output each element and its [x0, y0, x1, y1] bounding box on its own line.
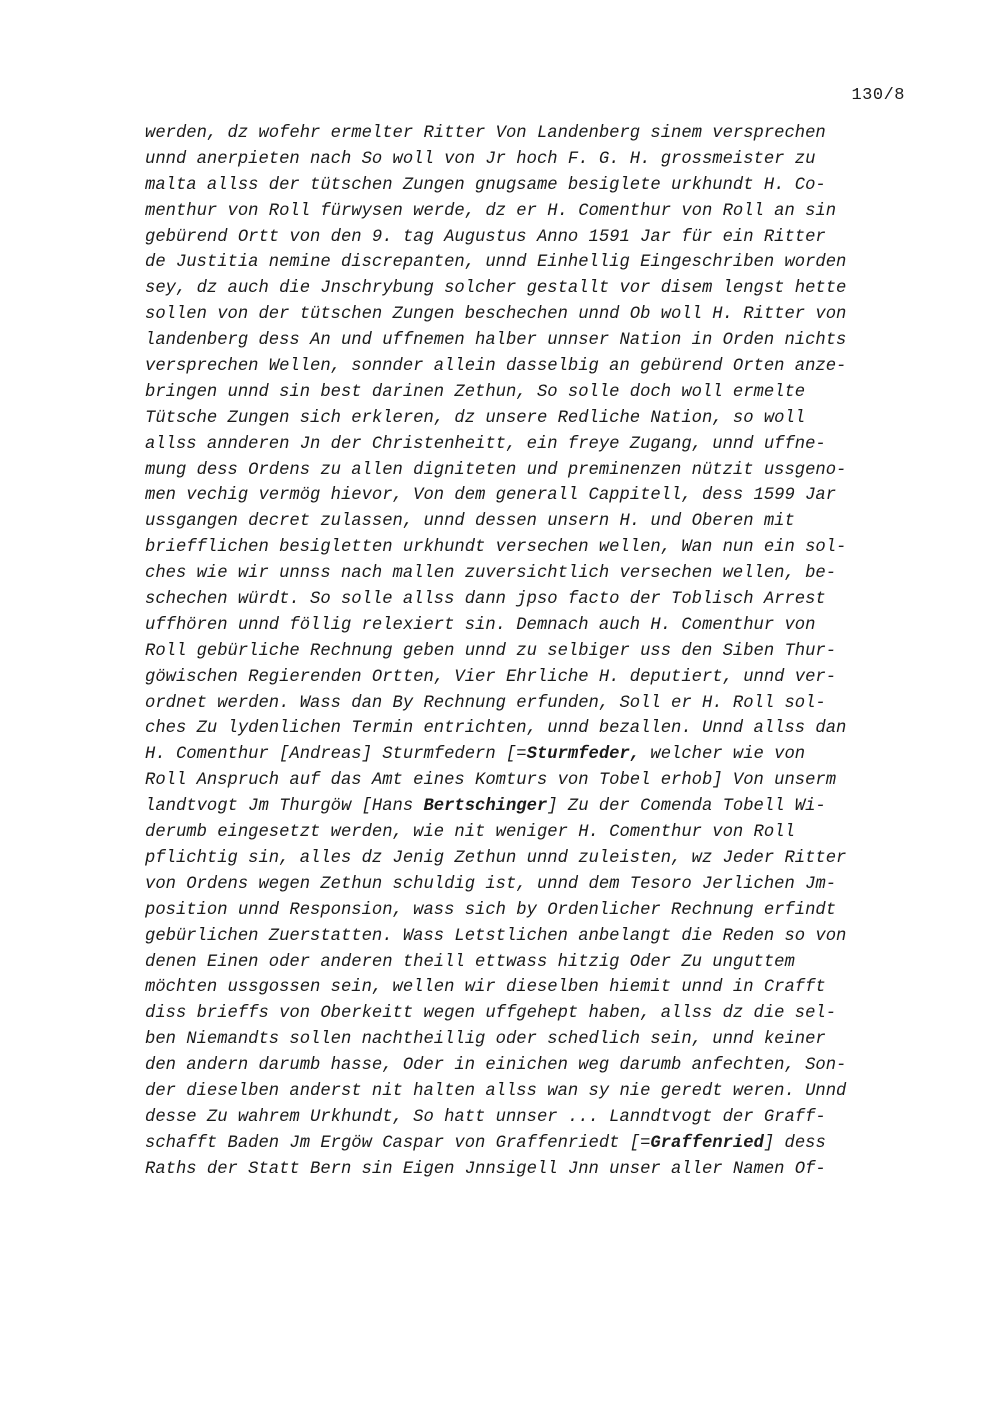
text-line: schechen würdt. So solle allss dann jpso facto der Toblisch Arrest — [145, 590, 826, 610]
text-line: uffhören unnd föllig relexiert sin. Demnach auch H. Comenthur von — [145, 615, 816, 635]
text-line: bringen unnd sin best darinen Zethun, So solle doch woll ermelte — [145, 382, 806, 402]
text-segment: welcher wie von — [640, 745, 806, 765]
text-line: Roll gebürliche Rechnung geben unnd zu selbiger uss den Siben Thur- — [145, 641, 837, 661]
bold-name-graffenried: Graffenried — [650, 1133, 764, 1153]
text-line: men vechig vermög hievor, Von dem generall Cappitell, dess 1599 Jar — [145, 486, 837, 506]
text-line: menthur von Roll fürwysen werde, dz er H. Comenthur von Roll an sin — [145, 201, 837, 221]
text-line: gebürend Ortt von den 9. tag Augustus Anno 1591 Jar für ein Ritter — [145, 227, 826, 247]
text-line: sollen von der tütschen Zungen beschechen unnd Ob woll H. Ritter von — [145, 305, 847, 325]
text-line: Roll Anspruch auf das Amt eines Komturs von Tobel erhob] Von unserm — [145, 771, 837, 791]
text-line: Raths der Statt Bern sin Eigen Jnnsigell Jnn unser aller Namen Of- — [145, 1159, 826, 1179]
document-body — [145, 121, 915, 1183]
text-line: versprechen Wellen, sonnder allein dasselbig an gebürend Orten anze- — [145, 357, 847, 377]
text-line: position unnd Responsion, wass sich by Ordenlicher Rechnung erfindt — [145, 900, 837, 920]
text-line: pflichtig sin, alles dz Jenig Zethun unnd zuleisten, wz Jeder Ritter — [145, 848, 847, 868]
text-line: malta allss der tütschen Zungen gnugsame besiglete urkhundt H. Co- — [145, 175, 826, 195]
text-segment: landtvogt Jm Thurgöw [Hans — [145, 797, 424, 817]
text-line: ches wie wir unnss nach mallen zuversichtlich versechen wellen, be- — [145, 564, 837, 584]
text-line: derumb eingesetzt werden, wie nit weniger H. Comenthur von Roll — [145, 823, 795, 843]
text-line: sey, dz auch die Jnschrybung solcher gestallt vor disem lengst hette — [145, 279, 847, 299]
text-segment: H. Comenthur [Andreas] Sturmfedern [= — [145, 745, 527, 765]
text-line — [145, 1131, 915, 1157]
text-line: desse Zu wahrem Urkhundt, So hatt unnser ... Lanndtvogt der Graff- — [145, 1107, 826, 1127]
text-line: unnd anerpieten nach So woll von Jr hoch F. G. H. grossmeister zu — [145, 149, 816, 169]
text-line: göwischen Regierenden Ortten, Vier Ehrliche H. deputiert, unnd ver- — [145, 667, 837, 687]
text-line: de Justitia nemine discrepanten, unnd Einhellig Eingeschriben worden — [145, 253, 847, 273]
text-line: mung dess Ordens zu allen digniteten und preminenzen nützit ussgeno- — [145, 460, 847, 480]
bold-name-bertschinger: Bertschinger — [423, 797, 548, 817]
text-line: ben Niemandts sollen nachtheillig oder schedlich sein, unnd keiner — [145, 1030, 826, 1050]
text-line: möchten ussgossen sein, wellen wir dieselben hiemit unnd in Crafft — [145, 978, 826, 998]
text-segment: ] Zu der Comenda Tobell Wi- — [547, 797, 826, 817]
text-line: werden, dz wofehr ermelter Ritter Von Landenberg sinem versprechen — [145, 124, 826, 143]
text-line: ches Zu lydenlichen Termin entrichten, unnd bezallen. Unnd allss dan — [145, 719, 847, 739]
text-line: landenberg dess An und uffnemen halber unnser Nation in Orden nichts — [145, 331, 847, 351]
text-line — [145, 794, 915, 820]
text-line: von Ordens wegen Zethun schuldig ist, unnd dem Tesoro Jerlichen Jm- — [145, 874, 837, 894]
text-line — [145, 742, 915, 768]
text-line: Tütsche Zungen sich erkleren, dz unsere Redliche Nation, so woll — [145, 408, 806, 428]
bold-name-sturmfeder: Sturmfeder, — [526, 745, 641, 765]
text-line: ussgangen decret zulassen, unnd dessen unsern H. und Oberen mit — [145, 512, 795, 532]
text-line: briefflichen besigletten urkhundt versechen wellen, Wan nun ein sol- — [145, 538, 847, 558]
text-line: diss brieffs von Oberkeitt wegen uffgehept haben, allss dz die sel- — [145, 1004, 837, 1024]
text-line: der dieselben anderst nit halten allss wan sy nie geredt weren. Unnd — [145, 1081, 847, 1101]
text-line: denen Einen oder anderen theill ettwass hitzig Oder Zu unguttem — [145, 952, 795, 972]
text-line: den andern darumb hasse, Oder in einichen weg darumb anfechten, Son- — [145, 1056, 847, 1076]
text-segment: ] dess — [763, 1133, 826, 1153]
text-line: gebürlichen Zuerstatten. Wass Letstlichen anbelangt die Reden so von — [145, 926, 847, 946]
text-line: ordnet werden. Wass dan By Rechnung erfunden, Soll er H. Roll sol- — [145, 693, 826, 713]
page-number: 130/8 — [851, 86, 905, 105]
text-segment: schafft Baden Jm Ergöw Caspar von Graffenriedt [= — [145, 1133, 651, 1153]
text-line: allss annderen Jn der Christenheitt, ein freye Zugang, unnd uffne- — [145, 434, 826, 454]
